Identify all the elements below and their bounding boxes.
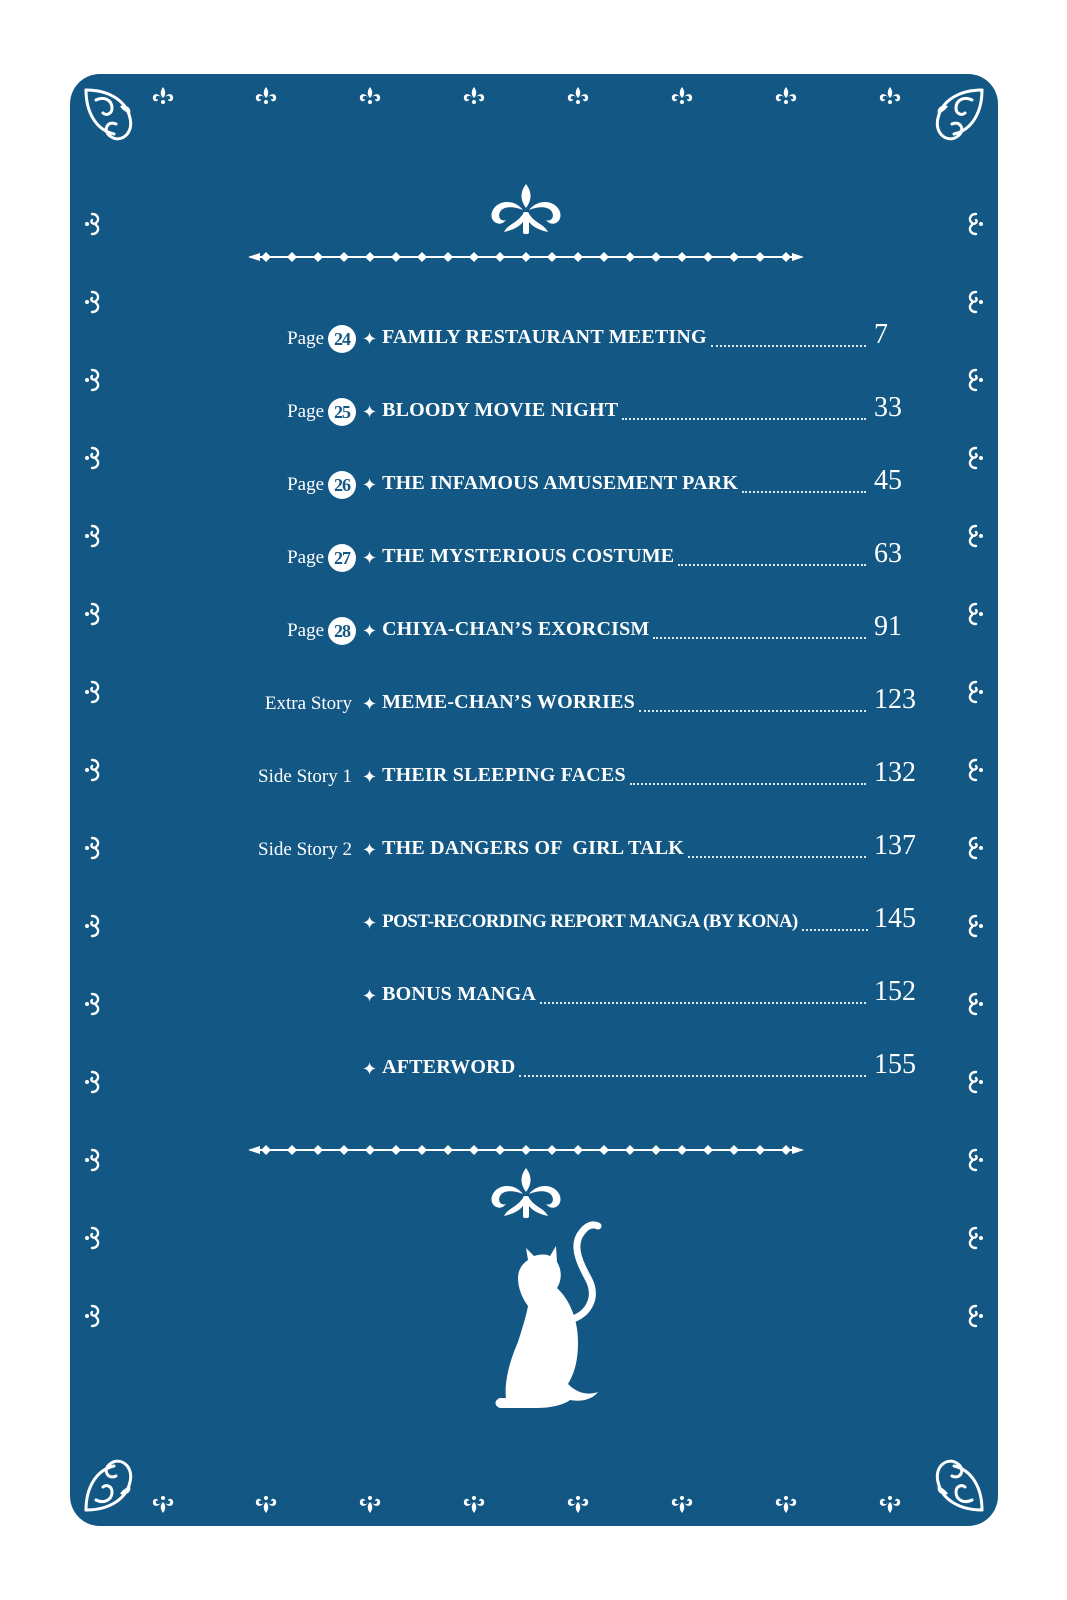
entry-prefix [186,839,356,861]
toc-entry[interactable] [186,684,926,724]
entry-prefix [186,617,356,645]
chapter-number-badge: 28 [328,617,356,645]
star-bullet-icon: ✦ [362,912,378,934]
prefix-word: Page [287,547,324,568]
entry-prefix [186,544,356,572]
page-number: 152 [874,976,916,1007]
dot-leader [653,637,866,639]
dot-leader [802,929,868,931]
entry-prefix [186,693,356,715]
star-bullet-icon: ✦ [362,985,378,1007]
star-bullet-icon: ✦ [362,401,378,423]
prefix-word: Extra Story [264,693,352,714]
entry-title: CHIYA-CHAN’S EXORCISM [382,618,650,640]
prefix-word: Page [287,328,324,349]
star-bullet-icon: ✦ [362,547,378,569]
page-number: 132 [874,757,916,788]
entry-prefix [186,766,356,788]
dot-leader [540,1002,866,1004]
page-number: 145 [874,903,916,934]
page-number: 137 [874,830,916,861]
entry-prefix [186,471,356,499]
chapter-number-badge: 27 [328,544,356,572]
entry-title: FAMILY RESTAURANT MEETING [382,326,707,348]
entry-title: MEME-CHAN’S WORRIES [382,691,635,713]
star-bullet-icon: ✦ [362,693,378,715]
entry-title: POST-RECORDING REPORT MANGA (BY KONA) [382,911,798,932]
toc-entry[interactable] [186,1049,926,1089]
star-bullet-icon: ✦ [362,1058,378,1080]
entry-title: AFTERWORD [382,1056,516,1078]
dot-leader [711,345,866,347]
dot-leader [622,418,866,420]
dot-leader [639,710,866,712]
toc-panel [70,74,998,1526]
dot-leader [742,491,866,493]
entry-title: THE MYSTERIOUS COSTUME [382,545,675,567]
toc-entry[interactable] [186,903,926,943]
prefix-word: Side Story 1 [258,766,352,787]
page-number: 155 [874,1049,916,1080]
toc-entry[interactable] [186,611,926,651]
dot-leader [688,856,866,858]
entry-title: THEIR SLEEPING FACES [382,764,626,786]
dot-leader [630,783,866,785]
table-of-contents [70,74,998,1526]
toc-entry[interactable] [186,757,926,797]
page-number: 33 [874,392,902,423]
page-number: 45 [874,465,902,496]
entry-prefix [186,398,356,426]
entry-prefix [186,325,356,353]
page-number: 91 [874,611,902,642]
chapter-number-badge: 26 [328,471,356,499]
entry-title: BONUS MANGA [382,983,536,1005]
prefix-word: Page [287,620,324,641]
dot-leader [678,564,866,566]
dot-leader [519,1075,866,1077]
star-bullet-icon: ✦ [362,766,378,788]
page-number: 63 [874,538,902,569]
star-bullet-icon: ✦ [362,328,378,350]
page-number: 123 [874,684,916,715]
toc-entry[interactable] [186,976,926,1016]
prefix-word: Side Story 2 [258,839,352,860]
toc-entry[interactable] [186,392,926,432]
toc-entry[interactable] [186,538,926,578]
star-bullet-icon: ✦ [362,839,378,861]
star-bullet-icon: ✦ [362,620,378,642]
star-bullet-icon: ✦ [362,474,378,496]
entry-title: BLOODY MOVIE NIGHT [382,399,619,421]
chapter-number-badge: 25 [328,398,356,426]
prefix-word: Page [287,474,324,495]
toc-entry[interactable] [186,830,926,870]
entry-title: THE DANGERS OF GIRL TALK [382,837,685,859]
entry-title: THE INFAMOUS AMUSEMENT PARK [382,472,739,494]
toc-entry[interactable] [186,465,926,505]
toc-entry[interactable] [186,319,926,359]
prefix-word: Page [287,401,324,422]
chapter-number-badge: 24 [328,325,356,353]
page-number: 7 [874,319,888,350]
